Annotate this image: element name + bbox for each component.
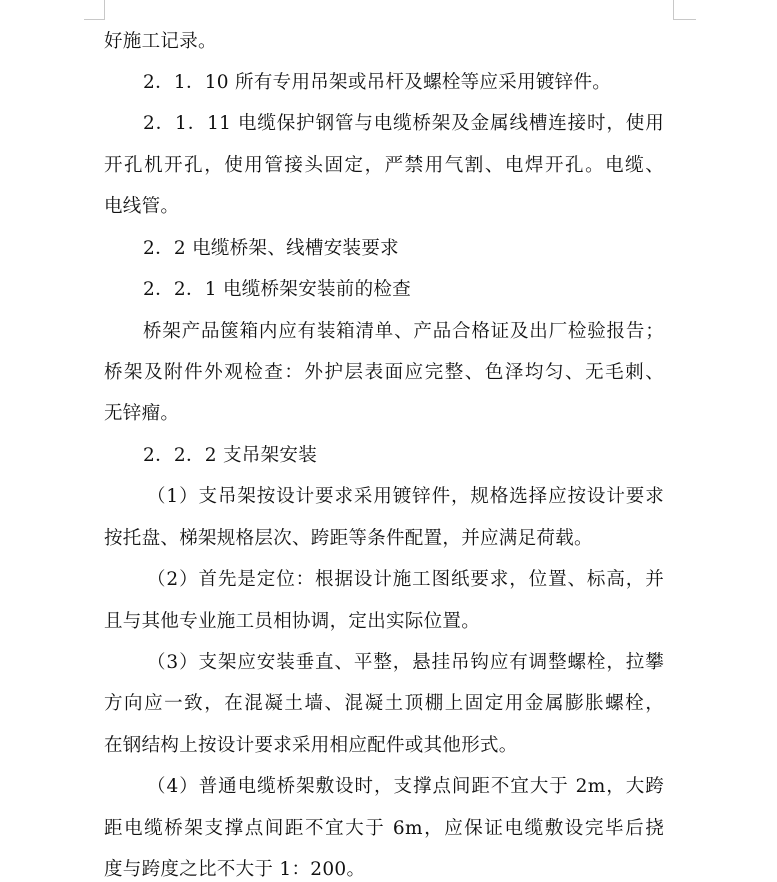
text-line: 2．2．1 电缆桥架安装前的检查 — [143, 279, 411, 300]
text-line: 度与跨度之比不大于 1：200。 — [104, 859, 366, 880]
text-line: 方向应一致，在混凝土墙、混凝土顶棚上固定用金属膨胀螺栓， — [104, 693, 664, 714]
text-line: 在钢结构上按设计要求采用相应配件或其他形式。 — [104, 735, 518, 756]
text-line: 开孔机开孔，使用管接头固定，严禁用气割、电焊开孔。电缆、 — [104, 155, 664, 176]
text-line: 2．1．10 所有专用吊架或吊杆及螺栓等应采用镀锌件。 — [143, 72, 612, 93]
crop-mark-top-right — [673, 0, 696, 20]
text-line: 无锌瘤。 — [104, 403, 180, 424]
text-line: （4）普通电缆桥架敷设时，支撑点间距不宜大于 2m，大跨 — [147, 776, 664, 797]
text-line: （1）支吊架按设计要求采用镀锌件，规格选择应按设计要求 — [147, 486, 664, 507]
text-line: 2．1．11 电缆保护钢管与电缆桥架及金属线槽连接时，使用 — [143, 113, 664, 134]
text-line: 桥架产品箧箱内应有装箱清单、产品合格证及出厂检验报告； — [143, 321, 664, 342]
text-line: 2．2．2 支吊架安装 — [143, 445, 317, 466]
text-line: 桥架及附件外观检查：外护层表面应完整、色泽均匀、无毛刺、 — [104, 362, 664, 383]
text-line: 距电缆桥架支撑点间距不宜大于 6m，应保证电缆敷设完毕后挠 — [104, 818, 664, 839]
text-line: （2）首先是定位：根据设计施工图纸要求，位置、标高，并 — [147, 569, 664, 590]
text-line: 按托盘、梯架规格层次、跨距等条件配置，并应满足荷载。 — [104, 528, 593, 549]
text-line: （3）支架应安装垂直、平整，悬挂吊钩应有调整螺栓，拉攀 — [147, 652, 664, 673]
text-line: 且与其他专业施工员相协调，定出实际位置。 — [104, 611, 481, 632]
crop-mark-top-left — [84, 0, 105, 20]
text-line: 好施工记录。 — [104, 31, 217, 52]
text-line: 电线管。 — [104, 196, 180, 217]
text-line: 2．2 电缆桥架、线槽安装要求 — [143, 238, 399, 259]
